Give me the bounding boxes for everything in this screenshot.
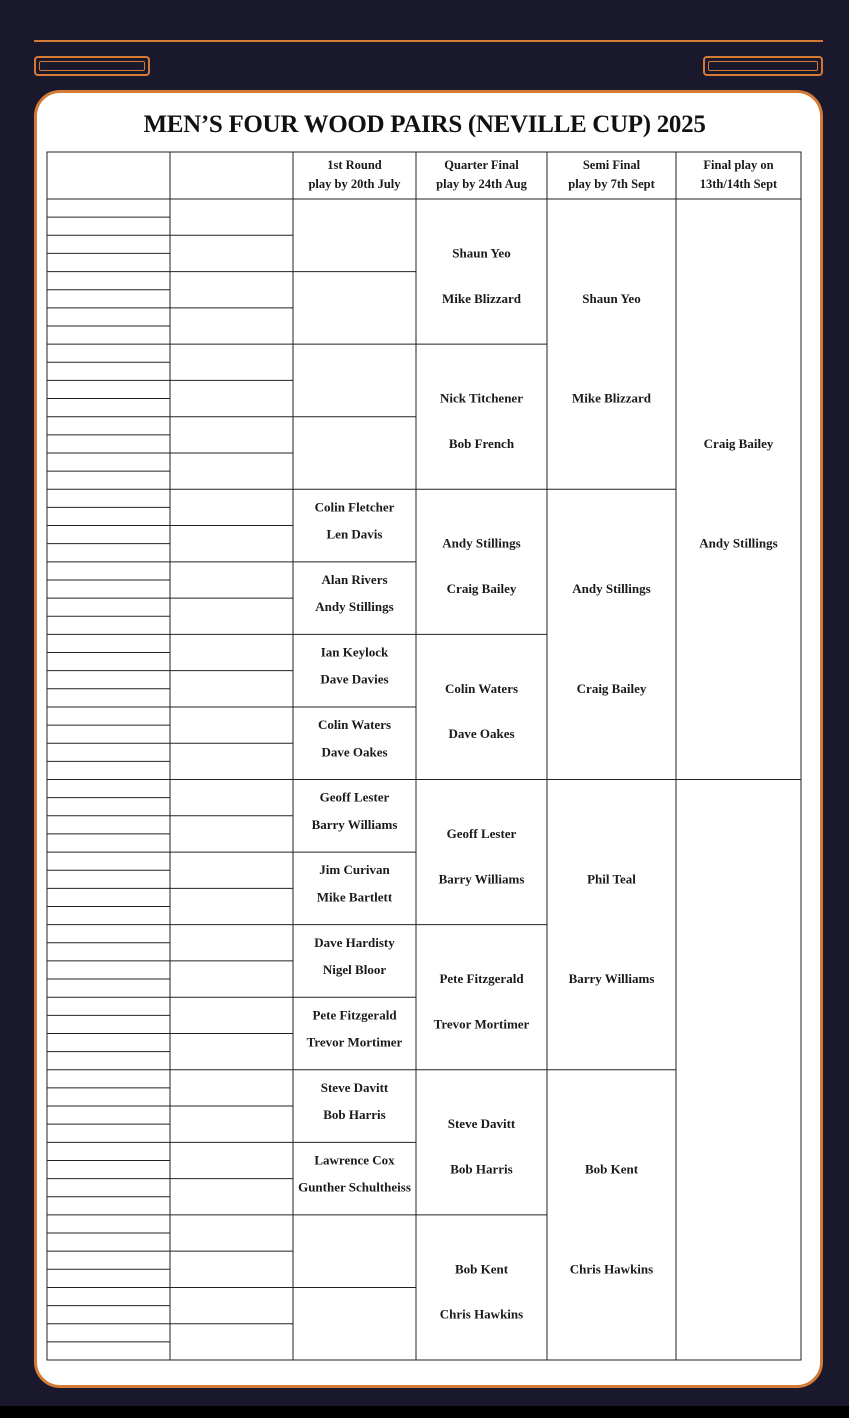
quarter-final-partner: Dave Oakes — [448, 726, 515, 742]
semi-final-partner: Barry Williams — [568, 971, 655, 987]
bottom-bar — [0, 1406, 849, 1418]
first-round-partner: Dave Davies — [320, 671, 389, 687]
first-round-player: Ian Keylock — [320, 644, 389, 660]
column-header-line1: Final play on — [703, 158, 774, 172]
semi-final-partner: Mike Blizzard — [571, 390, 652, 406]
quarter-final-player: Colin Waters — [444, 680, 519, 696]
final-partner: Andy Stillings — [699, 535, 778, 551]
first-round-partner: Gunther Schultheiss — [298, 1179, 411, 1195]
column-header-line2: play by 20th July — [308, 177, 401, 191]
first-round-partner: Bob Harris — [323, 1107, 386, 1123]
player-names — [298, 245, 778, 1321]
quarter-final-partner: Bob French — [448, 435, 515, 451]
first-round-partner: Barry Williams — [311, 816, 398, 832]
semi-final-player: Andy Stillings — [572, 581, 651, 597]
quarter-final-player: Andy Stillings — [442, 535, 521, 551]
column-header-line1: 1st Round — [327, 158, 382, 172]
semi-final-player: Bob Kent — [584, 1161, 639, 1177]
column-header-line2: play by 7th Sept — [568, 177, 655, 191]
first-round-player: Jim Curivan — [319, 862, 390, 878]
first-round-player: Geoff Lester — [319, 789, 390, 805]
quarter-final-partner: Chris Hawkins — [439, 1306, 524, 1322]
quarter-final-partner: Bob Harris — [450, 1161, 513, 1177]
column-header-line1: Semi Final — [582, 158, 641, 172]
quarter-final-partner: Barry Williams — [438, 871, 525, 887]
first-round-partner: Trevor Mortimer — [306, 1034, 403, 1050]
quarter-final-player: Shaun Yeo — [452, 245, 511, 261]
first-round-player: Colin Waters — [317, 717, 392, 733]
first-round-partner: Dave Oakes — [321, 744, 388, 760]
semi-final-player: Phil Teal — [587, 871, 636, 887]
first-round-partner: Mike Bartlett — [316, 889, 393, 905]
first-round-player: Colin Fletcher — [314, 499, 395, 515]
semi-final-partner: Chris Hawkins — [569, 1261, 654, 1277]
column-header-line1: Quarter Final — [444, 158, 519, 172]
quarter-final-player: Nick Titchener — [440, 390, 523, 406]
first-round-player: Pete Fitzgerald — [312, 1007, 397, 1023]
first-round-player: Steve Davitt — [320, 1079, 389, 1095]
first-round-player: Lawrence Cox — [314, 1152, 395, 1168]
semi-final-partner: Craig Bailey — [576, 680, 647, 696]
first-round-partner: Andy Stillings — [315, 599, 394, 615]
quarter-final-partner: Mike Blizzard — [441, 290, 522, 306]
semi-final-player: Shaun Yeo — [582, 290, 641, 306]
bracket-grid-lines — [47, 152, 801, 1360]
column-header-line2: play by 24th Aug — [436, 177, 527, 191]
quarter-final-player: Geoff Lester — [446, 825, 517, 841]
quarter-final-player: Bob Kent — [454, 1261, 509, 1277]
page-title: MEN’S FOUR WOOD PAIRS (NEVILLE CUP) 2025 — [143, 111, 706, 138]
first-round-partner: Nigel Bloor — [322, 961, 387, 977]
final-player: Craig Bailey — [703, 435, 774, 451]
quarter-final-partner: Craig Bailey — [446, 581, 517, 597]
first-round-partner: Len Davis — [326, 526, 383, 542]
quarter-final-player: Steve Davitt — [447, 1116, 516, 1132]
first-round-player: Dave Hardisty — [314, 934, 395, 950]
quarter-final-partner: Trevor Mortimer — [433, 1016, 530, 1032]
first-round-player: Alan Rivers — [321, 571, 388, 587]
column-header-line2: 13th/14th Sept — [699, 177, 778, 191]
column-headers — [308, 158, 778, 191]
quarter-final-player: Pete Fitzgerald — [439, 971, 524, 987]
